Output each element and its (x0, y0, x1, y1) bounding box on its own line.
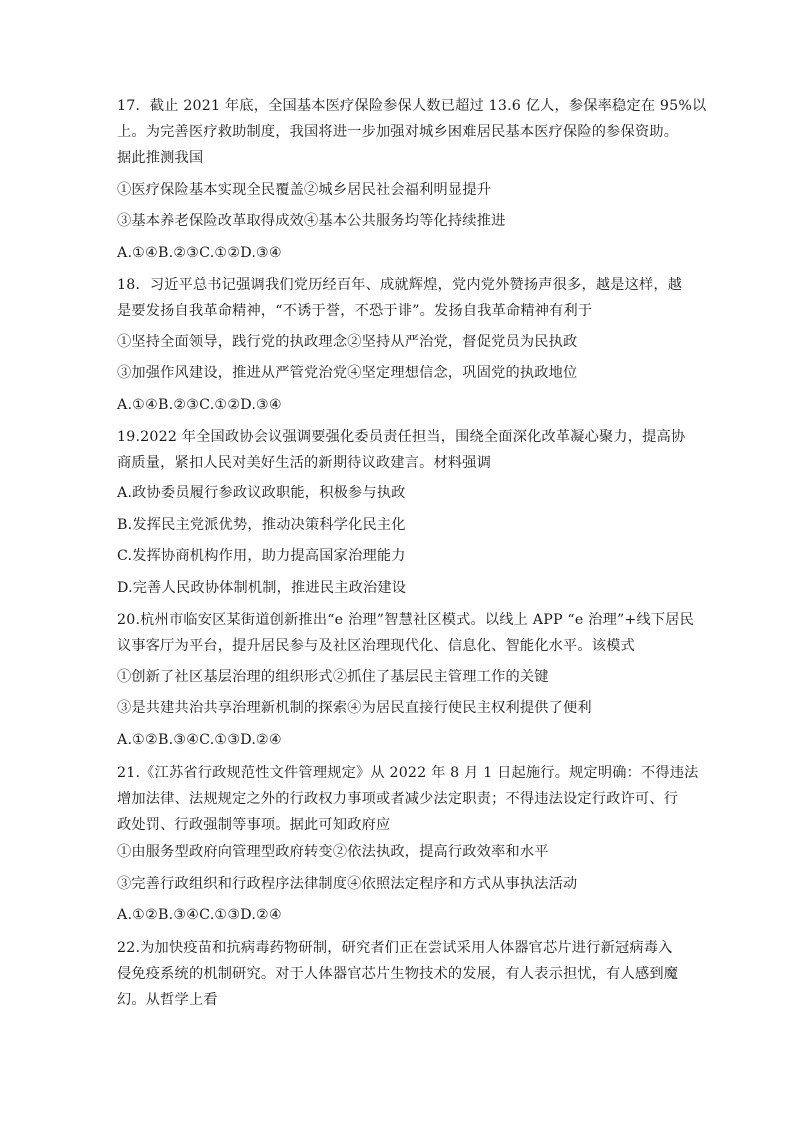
question-20-line-2: 议事客厅为平台，提升居民参与及社区治理现代化、信息化、智能化水平。该模式 (117, 638, 635, 654)
question-17-answer-choices: A.①④B.②③C.①②D.③④ (117, 245, 282, 261)
question-19-option-c: C.发挥协商机构作用，助力提高国家治理能力 (117, 548, 406, 564)
question-19-line-1: 19.2022 年全国政协会议强调要强化委员责任担当，围绕全面深化改革凝心聚力，提高协 (117, 429, 686, 445)
question-19-line-2: 商质量，紧扣人民对美好生活的新期待议政建言。材料强调 (117, 455, 492, 471)
question-20-answer-choices: A.①②B.③④C.①③D.②④ (117, 732, 282, 748)
question-17-option-line-2: ③基本养老保险改革取得成效④基本公共服务均等化持续推进 (117, 213, 506, 229)
question-20-line-1: 20.杭州市临安区某街道创新推出“e 治理”智慧社区模式。以线上 APP “e 治理”+线下居民 (117, 612, 695, 628)
question-18-option-line-2: ③加强作风建设，推进从严管党治党④坚定理想信念，巩固党的执政地位 (117, 365, 578, 381)
question-18-answer-choices: A.①④B.②③C.①②D.③④ (117, 397, 282, 413)
question-21-line-2: 增加法律、法规规定之外的行政权力事项或者减少法定职责；不得违法设定行政许可、行 (117, 791, 679, 807)
question-22-line-2: 侵免疫系统的机制研究。对于人体器官芯片生物技术的发展，有人表示担忧，有人感到魔 (117, 966, 679, 982)
question-22-line-1: 22.为加快疫苗和抗病毒药物研制，研究者们正在尝试采用人体器官芯片进行新冠病毒入 (117, 940, 673, 956)
question-18-option-line-1: ①坚持全面领导，践行党的执政理念②坚持从严治党，督促党员为民执政 (117, 334, 578, 350)
question-19-option-b: B.发挥民主党派优势，推动决策科学化民主化 (117, 517, 406, 533)
question-20-option-line-1: ①创新了社区基层治理的组织形式②抓住了基层民主管理工作的关键 (117, 669, 549, 685)
question-19-option-d: D.完善人民政协体制机制，推进民主政治建设 (117, 580, 407, 596)
question-21-answer-choices: A.①②B.③④C.①③D.②④ (117, 907, 282, 923)
question-20-option-line-2: ③是共建共治共享治理新机制的探索④为居民直接行使民主权利提供了便利 (117, 700, 592, 716)
question-17-line-2: 上。为完善医疗救助制度，我国将进一步加强对城乡困难居民基本医疗保险的参保资助。 (117, 124, 679, 140)
question-18-line-1: 18．习近平总书记强调我们党历经百年、成就辉煌，党内党外赞扬声很多，越是这样，越 (117, 277, 683, 293)
question-18-line-2: 是要发扬自我革命精神，“不诱于誉，不恐于诽”。发扬自我革命精神有利于 (117, 303, 593, 319)
question-17-line-1: 17．截止 2021 年底，全国基本医疗保险参保人数已超过 13.6 亿人，参保率稳定在 95%以 (117, 98, 707, 114)
question-22-line-3: 幻。从哲学上看 (117, 992, 218, 1008)
question-21-line-1: 21.《江苏省行政规范性文件管理规定》从 2022 年 8 月 1 日起施行。规定明确：不得违法 (117, 765, 699, 781)
question-17-line-3: 据此推测我国 (117, 150, 204, 166)
question-21-option-line-1: ①由服务型政府向管理型政府转变②依法执政，提高行政效率和水平 (117, 844, 549, 860)
question-21-option-line-2: ③完善行政组织和行政程序法律制度④依照法定程序和方式从事执法活动 (117, 876, 578, 892)
question-21-line-3: 政处罚、行政强制等事项。据此可知政府应 (117, 817, 391, 833)
question-19-option-a: A.政协委员履行参政议政职能，积极参与执政 (117, 485, 406, 501)
question-17-option-line-1: ①医疗保险基本实现全民覆盖②城乡居民社会福利明显提升 (117, 182, 492, 198)
